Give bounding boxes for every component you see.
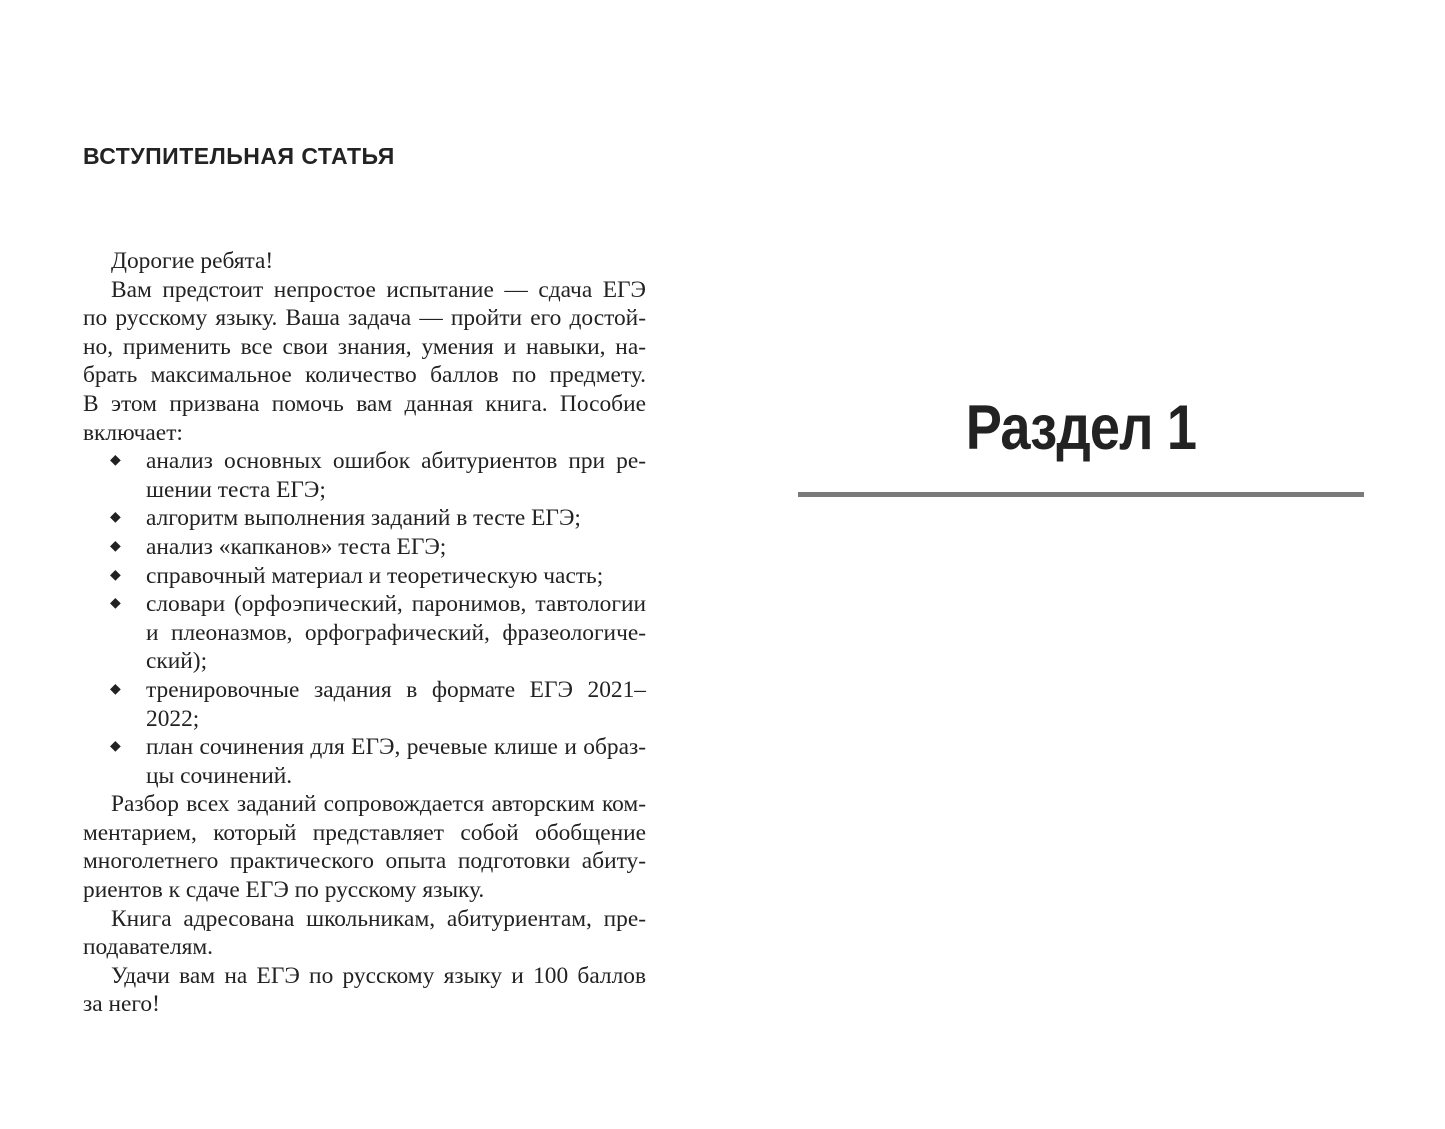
line-text: 2022; — [146, 705, 200, 732]
bullet-list-item — [83, 447, 646, 476]
line-text: Вам предстоит непростое испытание — сдача ЕГЭ — [111, 276, 646, 303]
line-text: за него! — [83, 991, 160, 1018]
diamond-bullet-icon: ◆ — [110, 596, 121, 612]
line-text: алгоритм выполнения заданий в тесте ЕГЭ; — [146, 505, 581, 532]
text-line — [83, 619, 646, 648]
text-line — [83, 476, 646, 505]
text-line — [83, 790, 646, 819]
line-text: Разбор всех заданий сопровождается авторским ком- — [111, 791, 646, 818]
left-page — [83, 0, 648, 1129]
right-page — [798, 0, 1364, 1129]
line-text: по русскому языку. Ваша задача — пройти его достой- — [83, 305, 646, 332]
text-line — [83, 819, 646, 848]
bullet-list-item — [83, 590, 646, 619]
line-text: тренировочные задания в формате ЕГЭ 2021– — [146, 676, 646, 703]
line-text: но, применить все свои знания, умения и навыки, на- — [83, 333, 646, 360]
text-line — [83, 304, 646, 333]
line-text: В этом призвана помочь вам данная книга. Пособие — [83, 390, 646, 417]
line-text: анализ основных ошибок абитуриентов при ре- — [146, 448, 646, 475]
text-line — [83, 933, 646, 962]
text-line — [83, 876, 646, 905]
line-text: ский); — [146, 648, 208, 675]
text-line — [83, 647, 646, 676]
line-text: шении теста ЕГЭ; — [146, 476, 326, 503]
text-line — [83, 361, 646, 390]
section-divider — [798, 492, 1364, 497]
line-text: анализ «капканов» теста ЕГЭ; — [146, 533, 447, 560]
line-text: Книга адресована школьникам, абитуриентам, пре- — [111, 905, 646, 932]
line-text: подавателям. — [83, 934, 214, 961]
text-line — [83, 905, 646, 934]
text-line — [83, 762, 646, 791]
line-text: включает: — [83, 419, 183, 446]
text-line — [83, 962, 646, 991]
line-text: Дорогие ребята! — [111, 248, 274, 274]
text-line — [83, 705, 646, 734]
line-text: брать максимальное количество баллов по предмету. — [83, 362, 646, 389]
bullet-list-item — [83, 733, 646, 762]
section-title: Раздел 1 — [965, 393, 1197, 463]
bullet-list-item — [83, 676, 646, 705]
line-text: цы сочинений. — [146, 762, 293, 789]
bullet-list-item — [83, 504, 646, 533]
diamond-bullet-icon: ◆ — [110, 739, 121, 755]
text-line — [83, 247, 646, 276]
line-text: план сочинения для ЕГЭ, речевые клише и образ- — [146, 734, 646, 761]
line-text: риентов к сдаче ЕГЭ по русскому языку. — [83, 877, 485, 904]
line-text: многолетнего практического опыта подготовки абиту- — [83, 848, 646, 875]
article-heading: ВСТУПИТЕЛЬНАЯ СТАТЬЯ — [83, 143, 395, 169]
bullet-list-item — [83, 562, 646, 591]
bullet-list-item — [83, 533, 646, 562]
text-line — [83, 333, 646, 362]
line-text: Удачи вам на ЕГЭ по русскому языку и 100 баллов — [111, 962, 646, 989]
line-text: справочный материал и теоретическую часть; — [146, 562, 604, 589]
text-line — [83, 990, 646, 1019]
diamond-bullet-icon: ◆ — [110, 538, 121, 554]
text-line — [83, 419, 646, 448]
text-line — [83, 847, 646, 876]
line-text: ментарием, который представляет собой обобщение — [83, 819, 646, 846]
diamond-bullet-icon: ◆ — [110, 510, 121, 526]
diamond-bullet-icon: ◆ — [110, 681, 121, 697]
line-text: словари (орфоэпический, паронимов, тавтологии — [146, 591, 646, 618]
text-line — [83, 276, 646, 305]
article-body — [83, 247, 646, 1019]
diamond-bullet-icon: ◆ — [110, 453, 121, 469]
diamond-bullet-icon: ◆ — [110, 567, 121, 583]
line-text: и плеоназмов, орфографический, фразеологиче- — [146, 619, 646, 646]
text-line — [83, 390, 646, 419]
